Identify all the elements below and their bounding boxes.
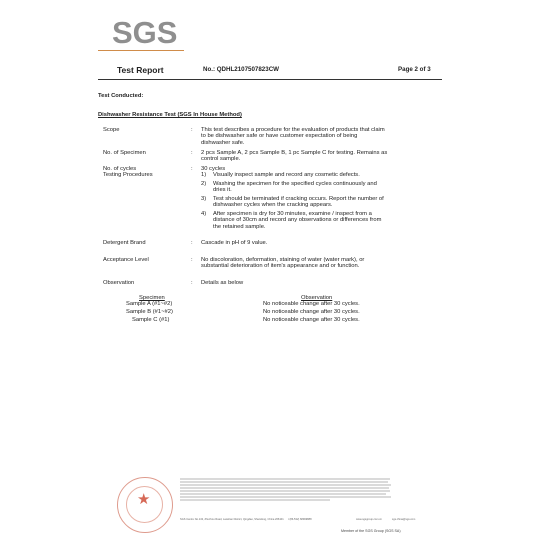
label-detergent: Detergent Brand xyxy=(103,240,146,246)
label-acceptance: Acceptance Level xyxy=(103,257,149,263)
footer-member: Member of the SGS Group (SGS SA) xyxy=(341,529,401,533)
footer-email: sgs.china@sgs.com xyxy=(392,518,416,521)
footer-fine-print xyxy=(180,478,392,504)
result-specimen: Sample B (#1~#2) xyxy=(126,309,173,315)
result-specimen: Sample A (#1~#2) xyxy=(126,301,173,307)
result-specimen: Sample C (#1) xyxy=(132,317,170,323)
step-num: 1) xyxy=(201,172,207,178)
step-text: After specimen is dry for 30 minutes, examine / inspect from a distance of 30cm and record any observations or differences from the retained sample. xyxy=(213,211,382,230)
star-icon: ★ xyxy=(137,491,151,508)
value-acceptance: No discoloration, deformation, staining of water (water mark), or substantial deterioration of item's appearance and or function. xyxy=(201,257,365,270)
step-text: Visually inspect sample and record any cosmetic defects. xyxy=(213,172,360,178)
colon: : xyxy=(191,150,193,156)
result-observation: No noticeable change after 30 cycles. xyxy=(263,309,360,315)
colon: : xyxy=(191,280,193,286)
step-text: Washing the specimen for the specified cycles continuously and dries it. xyxy=(213,181,377,194)
colon: : xyxy=(191,240,193,246)
col-header-specimen: Specimen xyxy=(139,295,165,301)
label-procedures: Testing Procedures xyxy=(103,172,153,178)
footer-website: www.sgsgroup.com.cn xyxy=(356,518,382,521)
label-specimen: No. of Specimen xyxy=(103,150,146,156)
step-num: 3) xyxy=(201,196,207,202)
col-header-observation: Observation xyxy=(301,295,333,301)
label-scope: Scope xyxy=(103,127,120,133)
label-observation: Observation xyxy=(103,280,135,286)
colon: : xyxy=(191,127,193,133)
value-specimen: 2 pcs Sample A, 2 pcs Sample B, 1 pc Sample C for testing. Remains as control sample. xyxy=(201,150,388,163)
value-scope: This test describes a procedure for the evaluation of products that claim to be dishwasher safe or have customer expectation of being dishwasher safe. xyxy=(201,127,385,146)
colon: : xyxy=(191,166,193,172)
label-cycles: No. of cycles xyxy=(103,166,137,172)
value-observation: Details as below xyxy=(201,280,244,286)
value-detergent: Cascade in pH of 9 value. xyxy=(201,240,268,246)
test-conducted-heading: Test Conducted: xyxy=(98,93,144,99)
value-cycles: 30 cycles xyxy=(201,166,226,172)
page-number: Page 2 of 3 xyxy=(398,66,431,73)
footer-address: SGS Centre No.143, Zhuzhou Road, Laoshan District, Qingdao, Shandong, China 266101 xyxy=(180,518,284,521)
document-page xyxy=(86,10,450,542)
footer-phone: t (86-532) 68999888 xyxy=(288,518,312,521)
report-title: Test Report xyxy=(117,65,164,75)
report-number: No.: QDHL2107507823CW xyxy=(203,66,279,73)
result-observation: No noticeable change after 30 cycles. xyxy=(263,317,360,323)
colon: : xyxy=(191,257,193,263)
sgs-logo: SGS xyxy=(112,15,178,50)
company-seal-stamp xyxy=(117,477,173,533)
step-text: Test should be terminated if cracking occurs. Report the number of dishwasher cycles when the cracking appears. xyxy=(213,196,384,209)
test-name-heading: Dishwasher Resistance Test (SGS In House Method) xyxy=(98,112,242,118)
result-observation: No noticeable change after 30 cycles. xyxy=(263,301,360,307)
header-divider xyxy=(98,79,442,80)
step-num: 2) xyxy=(201,181,207,187)
logo-rule xyxy=(98,50,184,51)
step-num: 4) xyxy=(201,211,207,217)
